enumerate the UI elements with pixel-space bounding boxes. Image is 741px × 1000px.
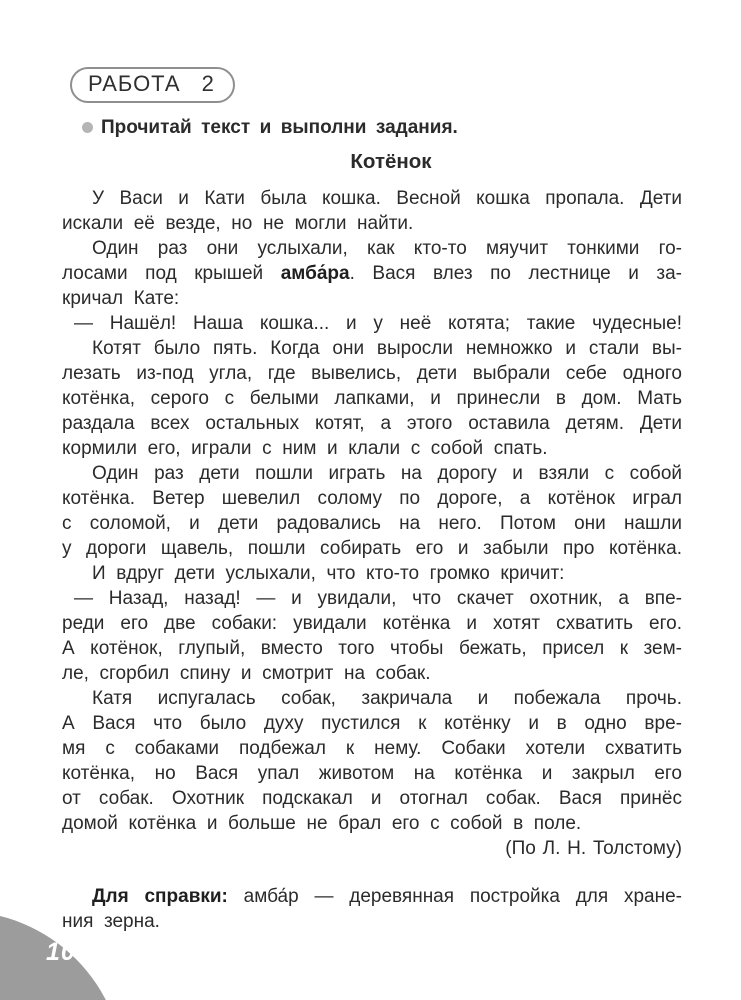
text-segment: мя с собаками подбежал к нему. Собаки хотели схватить [62, 738, 682, 759]
work-number-label: РАБОТА 2 [88, 71, 215, 96]
text-segment: домой котёнка и больше не брал его с собой в поле. [62, 813, 582, 834]
text-segment: кричал Кате: [62, 288, 180, 309]
text-segment: . Вася влез по лестнице и за- [349, 263, 683, 284]
story-text [62, 186, 682, 836]
text-segment: А Вася что было духу пустился к котёнку и в одно вре- [62, 713, 682, 734]
text-segment: котёнка, но Вася упал животом на котёнка и закрыл его [62, 763, 682, 784]
text-line [62, 511, 682, 536]
text-segment: искали её везде, но не могли найти. [62, 213, 414, 234]
text-line [62, 636, 682, 661]
text-line [62, 586, 682, 611]
text-line [62, 736, 682, 761]
text-segment: котёнка, серого с белыми лапками, и принесли в дом. Мать [62, 388, 682, 409]
text-line [62, 411, 682, 436]
text-segment: А котёнок, глупый, вместо того чтобы бежать, присел к зем- [62, 638, 682, 659]
author-attribution: (По Л. Н. Толстому) [505, 838, 682, 859]
text-line [62, 909, 682, 934]
text-line [62, 536, 682, 561]
text-segment: лосами под крышей [62, 263, 281, 284]
instruction-text: Прочитай текст и выполни задания. [101, 117, 458, 138]
text-line [62, 661, 682, 686]
bold-term: амба́ра [280, 263, 350, 284]
text-line [62, 236, 682, 261]
text-segment: с соломой, и дети радовались на него. Потом они нашли [62, 513, 682, 534]
reference-note [62, 884, 682, 934]
text-line [62, 884, 682, 909]
text-segment: кормили его, играли с ним и клали с собой спать. [62, 438, 548, 459]
text-segment: Катя испугалась собак, закричала и побежала прочь. [92, 688, 682, 709]
text-line [62, 711, 682, 736]
text-segment: раздала всех остальных котят, а этого оставила детям. Дети [62, 413, 682, 434]
work-number-badge [70, 67, 235, 103]
text-segment: от собак. Охотник подскакал и отогнал собак. Вася принёс [62, 788, 682, 809]
text-segment: Котят было пять. Когда они выросли немножко и стали вы- [92, 338, 682, 359]
text-segment: — Назад, назад! — и увидали, что скачет охотник, а впе- [74, 588, 682, 609]
text-segment: Один раз дети пошли играть на дорогу и взяли с собой [92, 463, 682, 484]
text-segment: У Васи и Кати была кошка. Весной кошка пропала. Дети [92, 188, 682, 209]
text-line [62, 486, 682, 511]
text-line [62, 611, 682, 636]
text-line [62, 211, 682, 236]
text-segment: И вдруг дети услыхали, что кто-то громко кричит: [92, 563, 565, 584]
text-line [62, 561, 682, 586]
text-line [62, 436, 682, 461]
text-segment: лезать из-под угла, где вывелись, дети выбрали себе одного [62, 363, 682, 384]
text-segment: — Нашёл! Наша кошка... и у неё котята; такие чудесные! [74, 313, 682, 334]
text-segment: котёнка. Ветер шевелил солому по дороге, а котёнок играл [62, 488, 682, 509]
text-line [62, 311, 682, 336]
page-number: 10 [46, 938, 76, 966]
text-line [62, 761, 682, 786]
text-line [62, 461, 682, 486]
text-line [62, 361, 682, 386]
text-line [62, 386, 682, 411]
text-segment: у дороги щавель, пошли собирать его и забыли про котёнка. [62, 538, 682, 559]
text-line [62, 261, 682, 286]
text-line [62, 286, 682, 311]
bullet-icon [82, 122, 93, 133]
text-segment: Один раз они услыхали, как кто-то мяучит тонкими го- [92, 238, 682, 259]
text-line [62, 336, 682, 361]
text-line [62, 686, 682, 711]
text-line [62, 186, 682, 211]
bold-term: Для справки: [92, 886, 228, 907]
instruction-line [62, 115, 682, 140]
text-line [62, 811, 682, 836]
story-title: Котёнок [350, 150, 432, 173]
text-line [62, 786, 682, 811]
text-segment: амба́р — деревянная постройка для хране- [227, 886, 682, 907]
text-segment: ния зерна. [62, 911, 160, 932]
text-segment: ле, сгорбил спину и смотрит на собак. [62, 663, 431, 684]
text-segment: реди его две собаки: увидали котёнка и хотят схватить его. [62, 613, 682, 634]
